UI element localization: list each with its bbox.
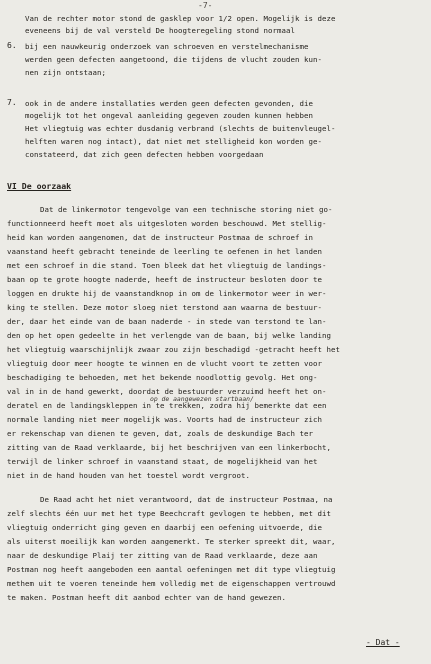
- text-line: functionneerd heeft moet als uitgesloten worden beschouwd. Met stellig-: [7, 219, 327, 228]
- item-number: 7.: [7, 98, 17, 107]
- text-line: het vliegtuig waarschijnlijk zwaar zou zijn beschadigd -getracht heeft het: [7, 345, 340, 354]
- text-line: methem uit te voeren teneinde hem volledig met de eigenschappen vertrouwd: [7, 579, 336, 588]
- text-line: loggen en drukte hij de vaanstandknop in om de linkermotor weer in wer-: [7, 289, 327, 298]
- text-line: nen zijn ontstaan;: [25, 68, 106, 77]
- text-line: king te stellen. Deze motor sloeg niet terstond aan waarna de bestuur-: [7, 303, 322, 312]
- text-line: normale landing niet meer mogelijk was. Voorts had de instructeur zich: [7, 415, 322, 424]
- footer-catchword: - Dat -: [366, 638, 400, 647]
- text-line: Dat de linkermotor tengevolge van een technische storing niet go-: [40, 205, 333, 214]
- text-line: niet in de hand houden van het toestel wordt vergroot.: [7, 471, 250, 480]
- text-line: zitting van de Raad verklaarde, bij het beschrijven van een linkerbocht,: [7, 443, 331, 452]
- text-line: heid kan worden aangenomen, dat de instructeur Postmaa de schroef in: [7, 233, 313, 242]
- text-line: den op het open gedeelte in het verlengde van de baan, bij welke landing: [7, 331, 331, 340]
- text-line: baan op te grote hoogte naderde, heeft de instructeur besloten door te: [7, 275, 322, 284]
- text-line: vliegtuig door meer hoogte te winnen en de vlucht voort te zetten voor: [7, 359, 322, 368]
- text-line: Postman nog heeft aangeboden een aantal oefeningen met dit type vliegtuig: [7, 565, 336, 574]
- text-line: als uiterst moeilijk kan worden aangemerkt. Te sterker spreekt dit, waar,: [7, 537, 336, 546]
- text-line: Het vliegtuig was echter dusdanig verbrand (slechts de buitenvleugel-: [25, 124, 336, 133]
- text-line: De Raad acht het niet verantwoord, dat de instructeur Postmaa, na: [40, 495, 333, 504]
- text-line: deratel en de landingskleppen in te trekken, zodra hij bemerkte dat een: [7, 401, 327, 410]
- text-line: mogelijk tot het ongeval aanleiding gegeven zouden kunnen hebben: [25, 111, 313, 120]
- text-line: helften waren nog intact), dat niet met stelligheid kon worden ge-: [25, 137, 322, 146]
- text-line: zelf slechts één uur met het type Beechcraft gevlogen te hebben, met dit: [7, 509, 331, 518]
- text-line: eveneens bij de val versteld De hoogteregeling stond normaal: [25, 26, 295, 35]
- text-line: ook in de andere installaties werden geen defecten gevonden, die: [25, 99, 313, 108]
- text-line: bij een nauwkeurig onderzoek van schroeven en verstelmechanisme: [25, 42, 309, 51]
- item-number: 6.: [7, 41, 17, 50]
- text-line: vliegtuig onderricht ging geven en daarbij een oefening uitvoerde, die: [7, 523, 322, 532]
- text-line: terwijl de linker schroef in vaanstand staat, de mogelijkheid van het: [7, 457, 318, 466]
- section-heading: VI De oorzaak: [7, 181, 72, 191]
- text-line: vaanstand heeft gebracht teneinde de leerling te oefenen in het landen: [7, 247, 322, 256]
- text-line: werden geen defecten aangetoond, die tijdens de vlucht zouden kun-: [25, 55, 322, 64]
- text-line: met een schroef in die stand. Toen bleek dat het vliegtuig de landings-: [7, 261, 327, 270]
- text-line: te maken. Postman heeft dit aanbod echter van de hand gewezen.: [7, 593, 286, 602]
- handwritten-insertion: op de aangewezen startbaan/: [150, 395, 254, 403]
- text-line: beschadiging te behoeden, met het bekende noodlottig gevolg. Het ong-: [7, 373, 318, 382]
- text-line: Van de rechter motor stond de gasklep voor 1/2 open. Mogelijk is deze: [25, 14, 336, 23]
- text-line: val in in de hand gewerkt, doordat de bestuurder verzuimd heeft het on-: [7, 387, 327, 396]
- text-line: er rekenschap van dienen te geven, dat, zoals de deskundige Bach ter: [7, 429, 313, 438]
- text-line: der, daar het einde van de baan naderde - in stede van terstond te lan-: [7, 317, 327, 326]
- page-number: -7-: [198, 1, 213, 10]
- text-line: constateerd, dat zich geen defecten hebben voorgedaan: [25, 150, 264, 159]
- text-line: naar de deskundige Plaij ter zitting van de Raad verklaarde, deze aan: [7, 551, 318, 560]
